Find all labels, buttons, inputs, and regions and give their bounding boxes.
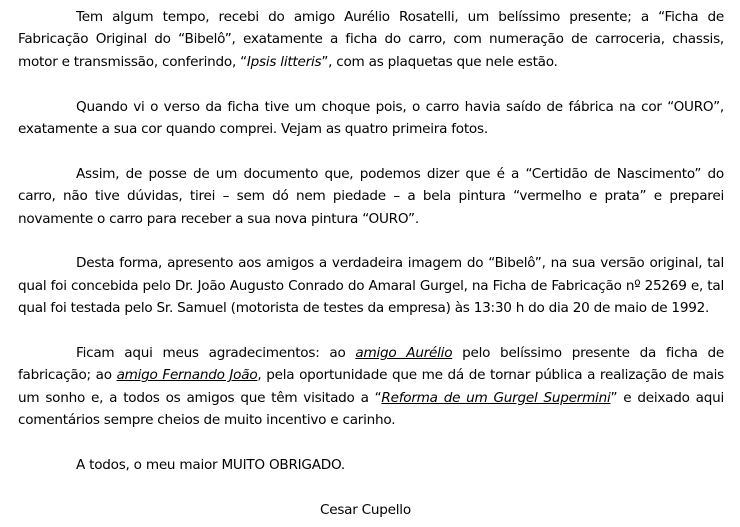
signature: Cesar Cupello — [320, 501, 411, 518]
paragraph-5-text-a: Ficam aqui meus agradecimentos: ao — [76, 345, 356, 362]
paragraph-5-text-c: , pela oportunidade que me dá de tornar pública a realização de mais um sonho e, a todos os amigos que têm visitado a “ — [18, 367, 725, 406]
amigo-aurelio-link[interactable]: amigo Aurélio — [355, 345, 453, 362]
paragraph-5 — [18, 342, 724, 432]
paragraph-4: Desta forma, apresento aos amigos a verdadeira imagem do “Bibelô”, na sua versão original, tal qual foi concebida pelo Dr. João Augusto Conrado do Amaral Gurgel, na Ficha de Fabricação nº 25269 e, tal qual foi testada pelo Sr. Samuel (motorista de testes da empresa) às 13:30 h do dia 20 de maio de 1992. — [18, 255, 724, 317]
paragraph-5-text-d: ” e deixado aqui comentários sempre cheios de muito incentivo e carinho. — [18, 389, 724, 429]
ipsis-litteris-text: Ipsis litteris — [246, 53, 322, 70]
amigo-fernando-joao-link[interactable]: amigo Fernando João — [116, 367, 258, 384]
paragraph-1-text-c: ”, com as plaquetas que nele estão. — [321, 53, 558, 70]
letter-document — [18, 6, 724, 521]
paragraph-1 — [18, 6, 724, 73]
reforma-gurgel-supermini-link[interactable]: Reforma de um Gurgel Supermini — [381, 389, 611, 406]
paragraph-6: A todos, o meu maior MUITO OBRIGADO. — [76, 457, 345, 474]
paragraph-3: Assim, de posse de um documento que, podemos dizer que é a “Certidão de Nascimento” do carro, não tive dúvidas, tirei – sem dó nem piedade – a bela pintura “vermelho e prata” e preparei novamente o carro para receber a sua nova pintura “OURO”. — [18, 165, 724, 227]
paragraph-1-text-a: Tem algum tempo, recebi do amigo Aurélio Rosatelli, um belíssimo presente; a “Ficha de Fabricação Original do “Bibelô”, exatamente a ficha do carro, com numeração de carroceria, chassis, motor e transmissão, conferindo, “ — [18, 9, 724, 70]
paragraph-2: Quando vi o verso da ficha tive um choque pois, o carro havia saído de fábrica na cor “OURO”, exatamente a sua cor quando comprei. Vejam as quatro primeira fotos. — [18, 98, 724, 138]
paragraph-5-text-b: pelo belíssimo presente da ficha de fabricação; ao — [18, 345, 724, 384]
